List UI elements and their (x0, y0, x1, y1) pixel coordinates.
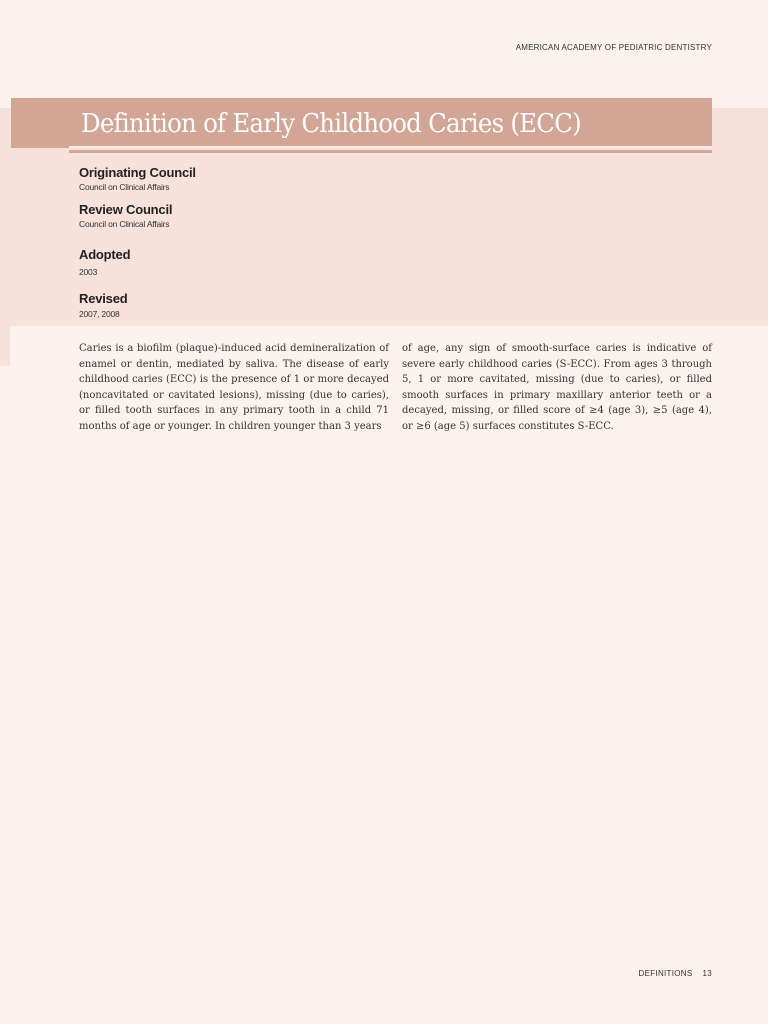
review-council-heading: Review Council (79, 202, 173, 217)
title-rule (69, 150, 712, 153)
originating-council-block (79, 165, 379, 202)
originating-council-heading: Originating Council (79, 165, 196, 180)
page-footer (639, 969, 712, 978)
revised-value: 2007, 2008 (79, 309, 120, 319)
adopted-block (79, 247, 379, 287)
body-column-left: Caries is a biofilm (plaque)-induced acid demineralization of enamel or dentin, mediated by saliva. The disease of early childhood caries (ECC) is the presence of 1 or more decayed (noncavitated or cavitated lesions), missing (due to caries), or filled tooth surfaces in any primary tooth in a child 71 months of age or younger. In children younger than 3 years (79, 343, 389, 432)
review-council-value: Council on Clinical Affairs (79, 219, 170, 229)
title-rule-light (69, 146, 712, 148)
revised-heading: Revised (79, 291, 128, 306)
running-head: AMERICAN ACADEMY OF PEDIATRIC DENTISTRY (515, 43, 712, 52)
footer-section: DEFINITIONS (638, 969, 693, 978)
originating-council-value: Council on Clinical Affairs (79, 182, 170, 192)
body-column-right: of age, any sign of smooth-surface caries is indicative of severe early childhood caries (S-ECC). From ages 3 through 5, 1 or more cavitated, missing (due to caries), or filled smooth surfaces in primary maxillary anterior teeth or a decayed, missing, or filled score of ≥4 (age 3), ≥5 (age 4), or ≥6 (age 5) surfaces constitutes S-ECC. (402, 343, 712, 432)
page-number: 13 (702, 969, 712, 978)
revised-block (79, 291, 379, 320)
band-edge (0, 108, 10, 366)
adopted-value: 2003 (79, 267, 98, 277)
adopted-heading: Adopted (79, 247, 131, 262)
policy-metadata (79, 165, 379, 320)
page-title: Definition of Early Childhood Caries (ECC) (81, 109, 581, 139)
review-council-block (79, 202, 379, 239)
